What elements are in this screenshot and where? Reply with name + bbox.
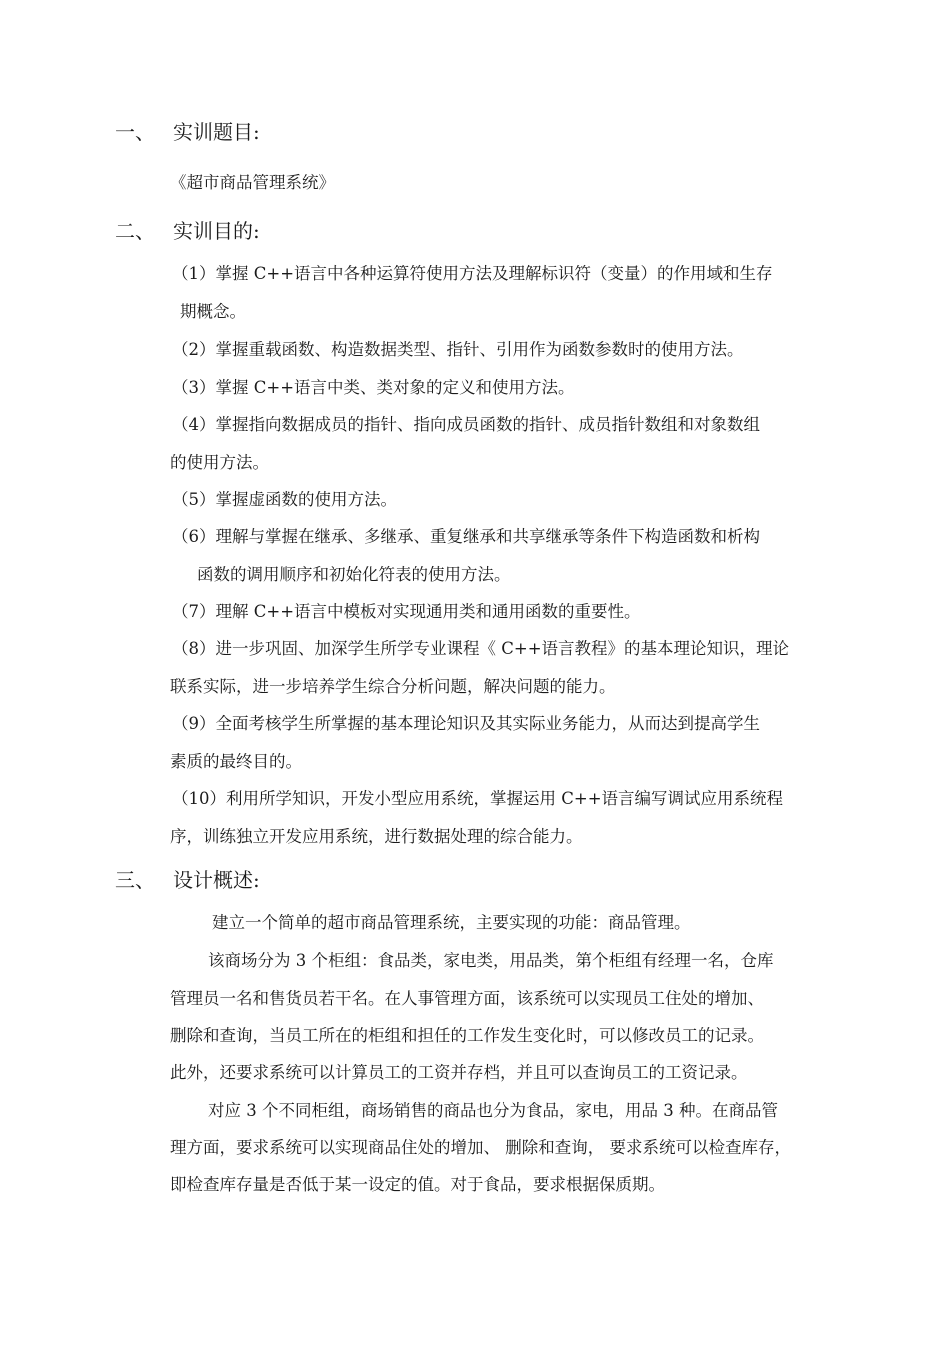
overview-para-2-line-3: 删除和查询，当员工所在的柜组和担任的工作发生变化时，可以修改员工的记录。 — [170, 1026, 764, 1045]
section-title: 实训目的: — [173, 219, 260, 243]
purpose-9-line-2: 素质的最终目的。 — [170, 752, 302, 771]
section-number: 一、 — [115, 120, 155, 144]
purpose-8-line-1: （8）进一步巩固、加深学生所学专业课程《 C++语言教程》的基本理论知识，理论 — [172, 639, 790, 658]
overview-para-3-line-1: 对应 3 个不同柜组，商场销售的商品也分为食品，家电，用品 3 种。在商品管 — [208, 1101, 778, 1120]
purpose-2: （2）掌握重载函数、构造数据类型、指针、引用作为函数参数时的使用方法。 — [172, 340, 744, 359]
overview-para-3-line-3: 即检查库存量是否低于某一设定的值。对于食品，要求根据保质期。 — [170, 1175, 665, 1194]
overview-para-2-line-4: 此外，还要求系统可以计算员工的工资并存档，并且可以查询员工的工资记录。 — [170, 1063, 748, 1082]
purpose-9-line-1: （9）全面考核学生所掌握的基本理论知识及其实际业务能力，从而达到提高学生 — [172, 714, 760, 733]
purpose-7: （7）理解 C++语言中模板对实现通用类和通用函数的重要性。 — [172, 602, 641, 621]
section-title: 设计概述: — [173, 868, 260, 892]
topic-title: 《超市商品管理系统》 — [170, 173, 335, 192]
overview-para-3-line-2: 理方面，要求系统可以实现商品住处的增加、 删除和查询， 要求系统可以检查库存， — [170, 1138, 791, 1157]
purpose-4-line-1: （4）掌握指向数据成员的指针、指向成员函数的指针、成员指针数组和对象数组 — [172, 415, 760, 434]
section-number: 二、 — [115, 219, 155, 243]
purpose-6-line-1: （6）理解与掌握在继承、多继承、重复继承和共享继承等条件下构造函数和析构 — [172, 527, 760, 546]
purpose-10-line-1: （10）利用所学知识，开发小型应用系统，掌握运用 C++语言编写调试应用系统程 — [172, 789, 784, 808]
purpose-10-line-2: 序，训练独立开发应用系统，进行数据处理的综合能力。 — [170, 827, 583, 846]
overview-para-2-line-2: 管理员一名和售货员若干名。在人事管理方面，该系统可以实现员工住处的增加、 — [170, 989, 764, 1008]
overview-para-2-line-1: 该商场分为 3 个柜组：食品类，家电类，用品类，第个柜组有经理一名，仓库 — [208, 951, 774, 970]
section-title: 实训题目: — [173, 120, 260, 144]
purpose-8-line-2: 联系实际，进一步培养学生综合分析问题，解决问题的能力。 — [170, 677, 616, 696]
purpose-6-line-2: 函数的调用顺序和初始化符表的使用方法。 — [197, 565, 511, 584]
overview-para-1: 建立一个简单的超市商品管理系统，主要实现的功能：商品管理。 — [212, 913, 691, 932]
purpose-4-line-2: 的使用方法。 — [170, 453, 269, 472]
purpose-1-line-2: 期概念。 — [180, 302, 246, 321]
purpose-3: （3）掌握 C++语言中类、类对象的定义和使用方法。 — [172, 378, 575, 397]
purpose-5: （5）掌握虚函数的使用方法。 — [172, 490, 397, 509]
section-number: 三、 — [115, 868, 155, 892]
purpose-1-line-1: （1）掌握 C++语言中各种运算符使用方法及理解标识符（变量）的作用域和生存 — [172, 264, 773, 283]
